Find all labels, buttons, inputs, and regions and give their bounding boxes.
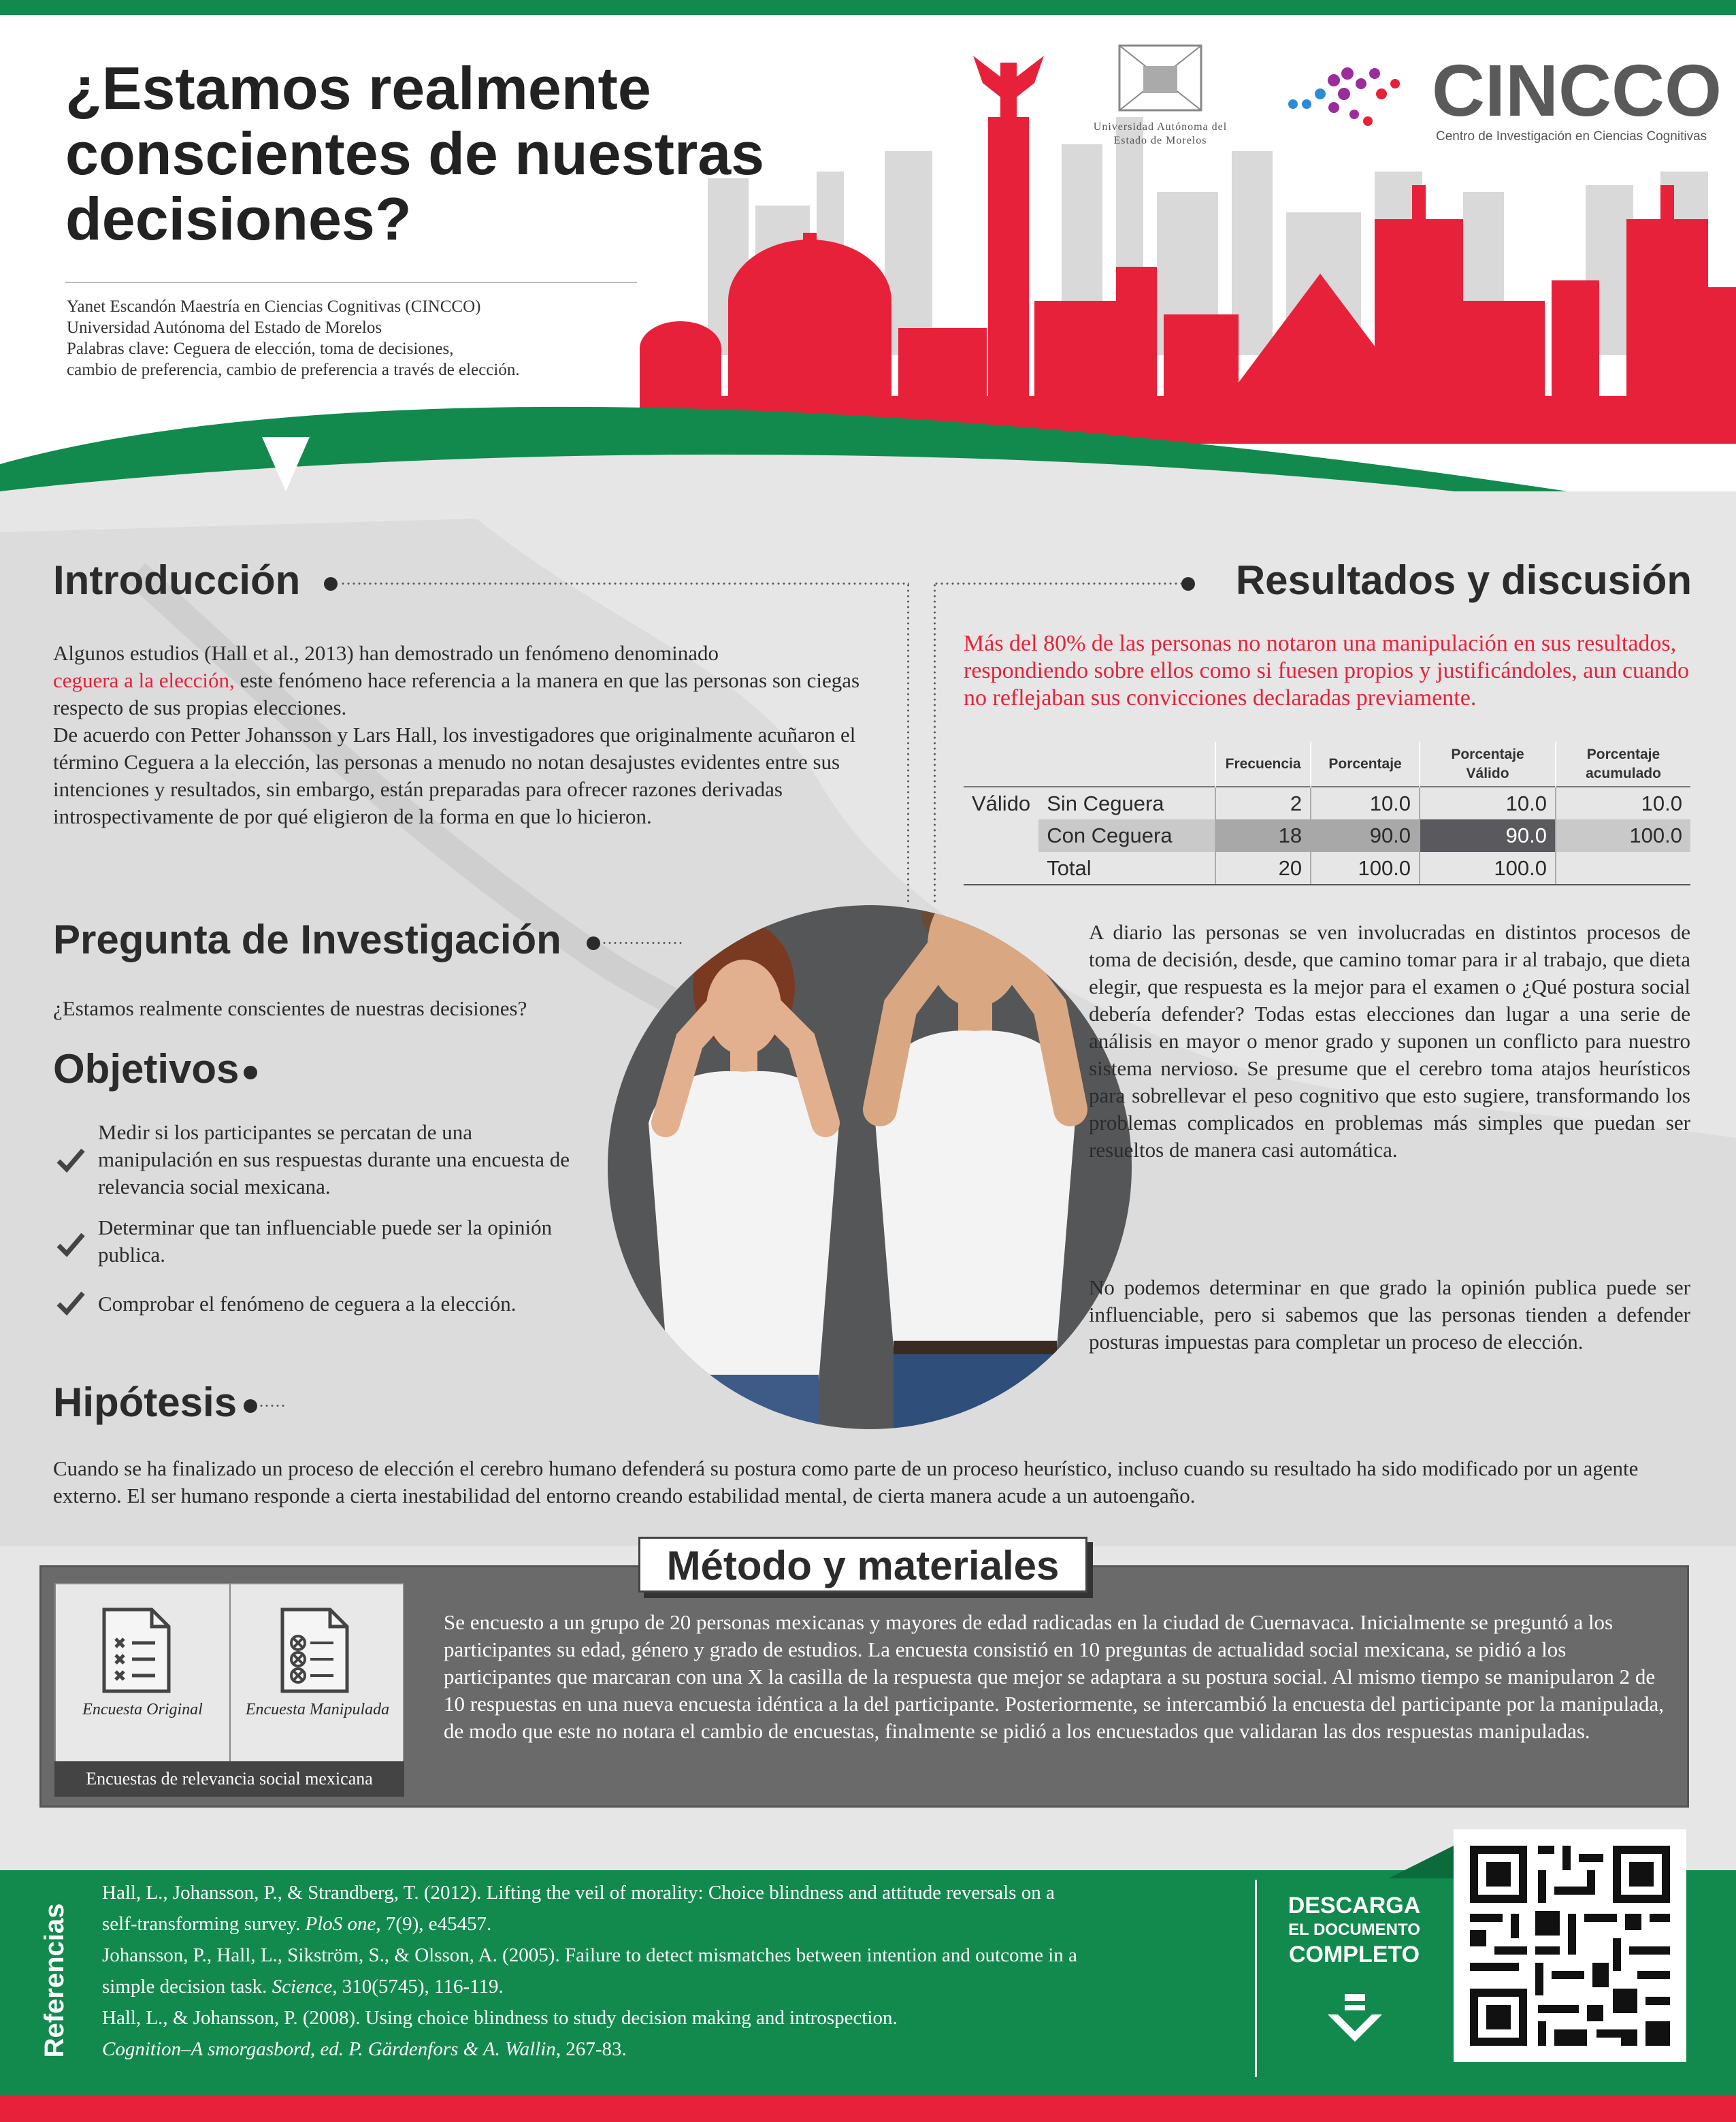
title-line: ¿Estamos realmente	[65, 54, 651, 122]
cincco-subtitle: Centro de Investigación en Ciencias Cognitivas	[1436, 129, 1707, 144]
checkmark-icon	[56, 1146, 86, 1173]
uaem-shield-icon	[1116, 42, 1205, 117]
objectives-list	[56, 1119, 600, 1331]
row-label: Sin Ceguera	[1038, 787, 1215, 819]
cincco-wordmark: CINCCO	[1432, 49, 1722, 131]
row-group-label: Válido	[964, 787, 1038, 819]
results-heading: Resultados y discusión	[1235, 557, 1692, 603]
row-label: Total	[1038, 852, 1215, 885]
frequency-table	[964, 742, 1690, 885]
download-arrow-icon[interactable]	[1324, 1994, 1386, 2055]
intro-paragraph-2: De acuerdo con Petter Johansson y Lars Hall, los investigadores que originalmente acuñaron el término Ceguera a la elección, las personas a menudo no notan desajustes evidentes entre sus intenciones y resultados, sin embargo, están preparadas para ofrecer razones derivadas introspectivamente de por qué eligieron de la forma en que lo hicieron.	[53, 723, 856, 828]
top-green-bar	[0, 0, 1736, 15]
table-header-row	[964, 742, 1690, 787]
intro-dotted-rule-vertical	[907, 583, 909, 902]
checkmark-icon	[56, 1289, 86, 1316]
question-dotted-rule	[602, 942, 683, 944]
photo-illustration	[608, 905, 1132, 1429]
survey-cards	[54, 1583, 404, 1795]
hypothesis-text: Cuando se ha finalizado un proceso de elección el cerebro humano defenderá su postura como parte de un proceso heurístico, incluso cuando su resultado ha sido modificado por un agente externo. El ser humano responde a cierta inestabilidad del entorno creando estabilidad mental, de cierta manera acude a un autoengaño.	[53, 1456, 1639, 1507]
intro-heading: Introducción	[53, 557, 301, 603]
qr-code[interactable]	[1454, 1829, 1686, 2062]
neuron-dots-icon	[1279, 53, 1415, 142]
table-row: Total 20 100.0 100.0	[964, 852, 1690, 885]
university-line: Universidad Autónoma del Estado de Morelos	[67, 319, 382, 337]
author-block	[67, 296, 679, 380]
reference-item: Hall, L., & Johansson, P. (2008). Using choice blindness to study decision making and introspection. Cognition–A smorgasbord, ed. P. Gärdenfors & A. Wallin, 267-83.	[102, 2007, 898, 2060]
card-label-manipulated: Encuesta Manipulada	[245, 1701, 390, 1718]
keywords-line: Palabras clave: Ceguera de elección, toma de decisiones,	[67, 340, 454, 358]
title-line: decisiones?	[65, 185, 412, 252]
author-line: Yanet Escandón Maestría en Ciencias Cognitivas (CINCCO)	[67, 297, 481, 316]
column-header: Porcentaje Válido	[1420, 742, 1556, 787]
reference-item: Hall, L., Johansson, P., & Strandberg, T. (2012). Lifting the veil of morality: Choice blindness and attitude reversals on a self-transforming survey. PloS one, 7(9), e45457.	[102, 1882, 1055, 1935]
uaem-name: Universidad Autónoma del Estado de Morelos	[1093, 121, 1228, 146]
column-header: Frecuencia	[1215, 742, 1311, 787]
objective-item: Medir si los participantes se percatan de una manipulación en sus respuestas durante una encuesta de relevancia social mexicana.	[56, 1119, 600, 1214]
card-label-original: Encuesta Original	[82, 1701, 203, 1718]
row-label: Con Ceguera	[1038, 819, 1215, 852]
results-dotted-rule-vertical	[934, 583, 936, 902]
table-row: Con Ceguera 18 90.0 90.0 100.0	[964, 819, 1690, 852]
cards-caption: Encuestas de relevancia social mexicana	[54, 1761, 404, 1797]
results-dotted-rule	[934, 583, 1185, 585]
heading-bullet	[587, 936, 600, 950]
footer-divider	[1255, 1880, 1257, 2077]
title-line: conscientes de nuestras	[65, 120, 765, 187]
objective-item: Comprobar el fenómeno de ceguera a la elección.	[56, 1290, 600, 1331]
highlight-term: ceguera a la elección,	[53, 668, 235, 692]
download-link[interactable]: DESCARGA EL DOCUMENTO COMPLETO	[1288, 1893, 1421, 1968]
survey-original-icon	[101, 1606, 176, 1695]
header	[0, 15, 1736, 491]
discussion-paragraph-2: No podemos determinar en que grado la opinión publica puede ser influenciable, pero si sabemos que las personas tienden a defender posturas impuestas para completar un proceso de elección.	[1089, 1275, 1690, 1354]
column-header: Porcentaje acumulado	[1556, 742, 1690, 787]
heading-bullet	[244, 1399, 257, 1413]
intro-dotted-rule	[340, 583, 909, 585]
uaem-logo	[1075, 42, 1245, 158]
checkmark-icon	[56, 1230, 86, 1258]
objective-item: Determinar que tan influenciable puede ser la opinión publica.	[56, 1214, 600, 1290]
intro-text	[53, 640, 897, 830]
title-divider	[65, 282, 637, 283]
method-text: Se encuesto a un grupo de 20 personas mexicanas y mayores de edad radicadas en la ciudad de Cuernavaca. Inicialmente se preguntó a los participantes su edad, género y grado de estudios. La encuesta consistió en 10 preguntas de actualidad social mexicana, se pidió a los participantes que marcaran con una X la casilla de la respuesta que mejor se adaptara a su postura social. Al mismo tiempo se manipularon 2 de 10 respuestas en una nueva encuesta idéntica a la del participante. Posteriormente, se intercambió la encuesta del participante por la manipulada, de modo que este no notara el cambio de encuestas, finalmente se pidió a los encuestados que validaran las dos respuestas manipuladas.	[444, 1610, 1664, 1743]
table-row: Válido Sin Ceguera 2 10.0 10.0 10.0	[964, 787, 1690, 819]
question-text: ¿Estamos realmente conscientes de nuestras decisiones?	[53, 996, 527, 1020]
references-list	[102, 1877, 1245, 2065]
heading-bullet	[1181, 577, 1195, 591]
qr-code-image	[1454, 1829, 1686, 2062]
hypothesis-dotted-rule	[259, 1405, 286, 1407]
results-highlight: Más del 80% de las personas no notaron una manipulación en sus resultados, respondiendo sobre ellos como si fuesen propios y justificándoles, aun cuando no reflejaban sus convicciones declaradas previamente.	[964, 631, 1690, 711]
intro-paragraph-1: Algunos estudios (Hall et al., 2013) han demostrado un fenómeno denominado ceguera a la elección, este fenómeno hace referencia a la manera en que las personas son ciegas respecto de sus propias elecciones.	[53, 641, 860, 719]
page-title	[65, 56, 814, 252]
people-covering-eyes-photo	[608, 905, 1132, 1429]
column-header: Porcentaje	[1311, 742, 1420, 787]
bottom-red-bar	[0, 2095, 1736, 2122]
objectives-heading: Objetivos	[53, 1046, 240, 1092]
hypothesis-heading: Hipótesis	[53, 1380, 238, 1425]
survey-manipulated-icon	[279, 1606, 354, 1695]
references-heading: Referencias	[39, 1903, 69, 2058]
cincco-logo	[1279, 39, 1722, 162]
reference-item: Johansson, P., Hall, L., Sikström, S., & Olsson, A. (2005). Failure to detect mismatches between intention and outcome in a simple decision task. Science, 310(5745), 116-119.	[102, 1944, 1077, 1997]
keywords-line: cambio de preferencia, cambio de preferencia a través de elección.	[67, 361, 520, 379]
method-heading: Método y materiales	[666, 1543, 1060, 1588]
heading-bullet	[324, 577, 338, 591]
heading-bullet	[244, 1066, 257, 1079]
question-heading: Pregunta de Investigación	[53, 917, 561, 962]
discussion-paragraph-1: A diario las personas se ven involucradas en distintos procesos de toma de decisión, desde, que camino tomar para ir al trabajo, que dieta elegir, que respuesta es la mejor para el examen o ¿Qué postura social debería defender? Todas estas elecciones dan lugar a una serie de análisis en mayor o menor grado y suponen un conflicto para nuestro sistema nervioso. Se presume que el cerebro toma atajos heurísticos para sobrellevar el peso cognitivo que esto sugiere, transformando los problemas complicados en problemas más simples que puedan ser resueltos de manera casi automática.	[1089, 920, 1690, 1162]
